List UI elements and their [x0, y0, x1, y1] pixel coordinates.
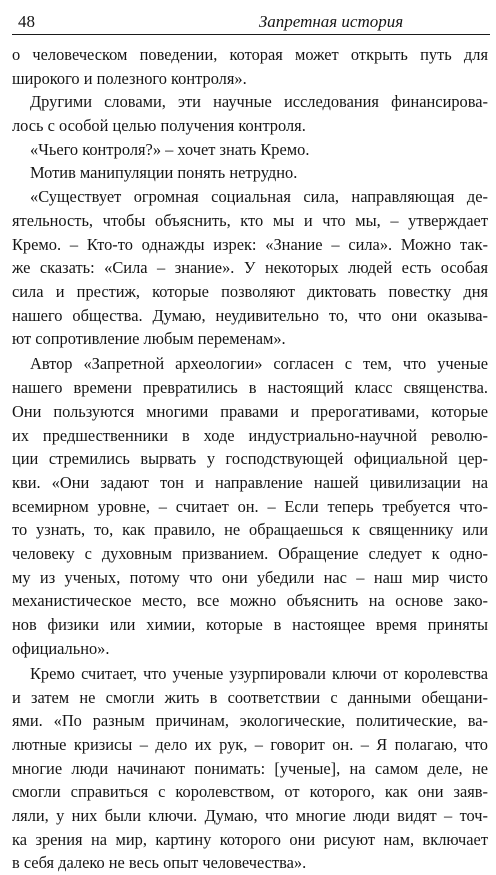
text-line: ка зрения на мир, картину которого они рисуют нам, включает	[12, 829, 488, 849]
text-line: Мотив манипуляции понять нетрудно.	[30, 163, 298, 183]
paragraph	[12, 352, 488, 660]
text-line: ции стремились вырвать у господствующей официальной цер-	[12, 449, 488, 469]
text-line: «Чьего контроля?» – хочет знать Кремо.	[30, 139, 310, 159]
text-line: сила и престиж, которые позволяют диктовать повестку дня	[12, 281, 488, 301]
text-line: Автор «Запретной археологии» согласен с тем, что ученые	[30, 354, 488, 374]
text-line: лось с особой целью получения контроля.	[12, 116, 306, 136]
paragraph	[12, 138, 488, 162]
text-line: нов физики или химии, которые в настоящее время приняты	[12, 615, 488, 634]
text-line: му из ученых, потому что они убедили нас – наш мир чисто	[12, 567, 488, 587]
paragraph	[12, 161, 488, 185]
text-line: их предшественники в ходе индустриально-научной револю-	[12, 425, 488, 445]
text-line: ют сопротивление любым переменам».	[12, 329, 286, 349]
text-line: Другими словами, эти научные исследования финансирова-	[30, 92, 488, 112]
text-line: широкого и полезного контроля».	[12, 68, 247, 88]
text-line: лютные кризисы – дело их рук, – говорит он. – Я полагаю, что	[12, 734, 488, 754]
page-number: 48	[18, 12, 35, 31]
text-line: всемирном уровне, – считает он. – Если теперь требуется что-	[12, 496, 488, 516]
text-line: то узнать, то, как правило, не обращаешься к священнику или	[12, 520, 488, 540]
text-line: ляли, у них были ключи. Думаю, что многие люди видят – точ-	[12, 806, 488, 825]
paragraph	[12, 90, 488, 137]
text-line: кви. «Они задают тон и направление нашей цивилизации на	[12, 472, 488, 492]
text-line: ями. «По разным причинам, экологические, политические, ва-	[12, 711, 488, 731]
paragraph	[12, 43, 488, 90]
text-line: в себя далеко не весь опыт человечества».	[12, 853, 307, 873]
paragraph	[12, 185, 488, 351]
text-line: нашего времени превратились в настоящий класс священства.	[12, 378, 488, 398]
text-line: человеку с духовным призванием. Обращение следует к одно-	[12, 543, 488, 563]
text-line: Кремо считает, что ученые узурпировали ключи от королевства	[30, 663, 488, 683]
text-line: «Существует огромная социальная сила, направляющая де-	[30, 187, 488, 207]
text-line: о человеческом поведении, которая может открыть путь для	[12, 45, 488, 64]
text-line: же сказать: «Сила – знание». У некоторых людей есть особая	[12, 258, 488, 278]
text-line: и затем не смогли жить в соответствии с данными обещани-	[12, 687, 488, 707]
text-line: механистическое место, все можно объяснить на основе зако-	[12, 591, 488, 611]
text-line: Кремо. – Кто-то однажды изрек: «Знание – сила». Можно так-	[12, 234, 488, 254]
text-line: официально».	[12, 638, 110, 658]
text-line: ятельность, чтобы объяснить, кто мы и что мы, – утверждает	[12, 210, 488, 230]
paragraph	[12, 662, 488, 875]
text-line: нашего общества. Думаю, неудивительно то, что они оказыва-	[12, 305, 488, 325]
running-header	[12, 8, 490, 35]
book-title: Запретная история	[258, 12, 404, 31]
text-line: Они пользуются многими правами и прерогативами, которые	[12, 401, 488, 421]
body-text	[12, 43, 488, 875]
text-line: многие люди начинают понимать: [ученые], на самом деле, не	[12, 758, 488, 778]
text-line: смогли справиться с королевством, от которого, как они заяв-	[12, 782, 488, 802]
